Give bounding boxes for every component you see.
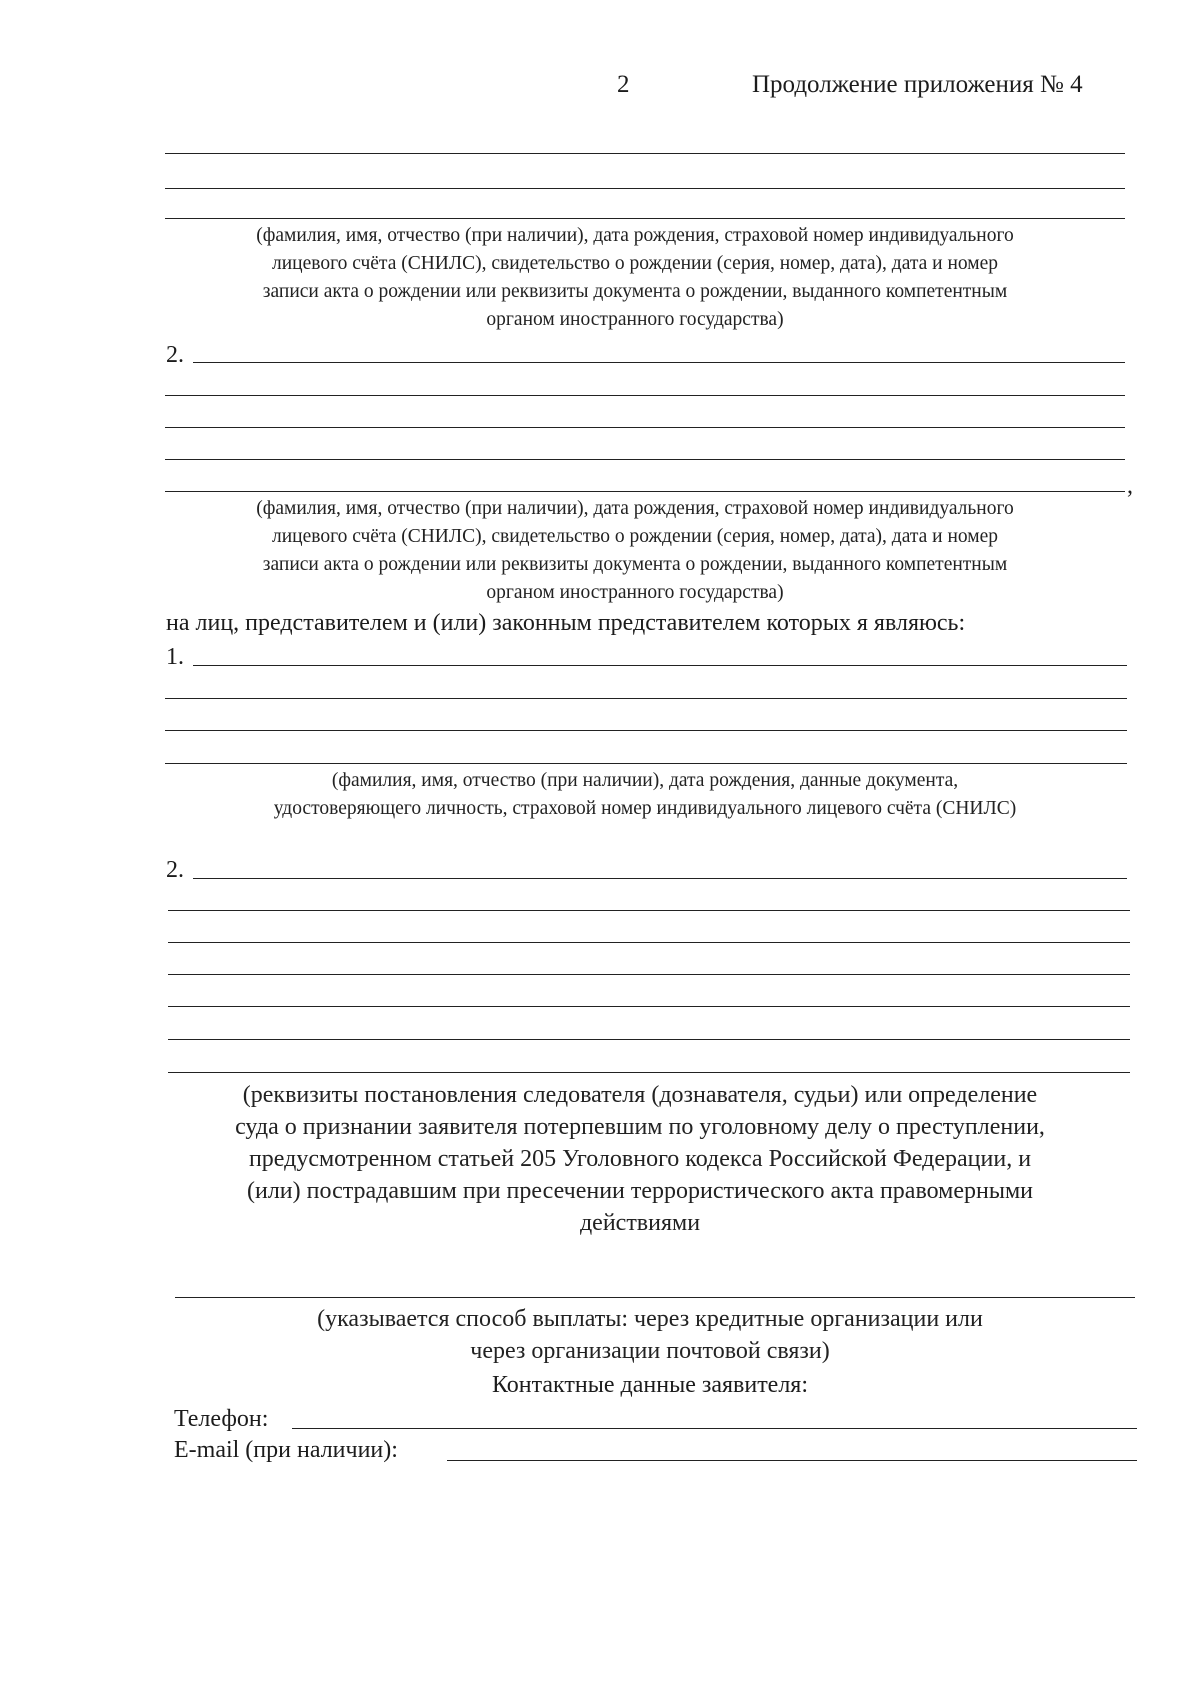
persons-item-1-input-line[interactable]: [193, 665, 1127, 666]
item-2-input-line[interactable]: [193, 362, 1125, 363]
caption-line: через организации почтовой связи): [470, 1338, 830, 1364]
page-number: 2: [617, 71, 630, 98]
caption-line: записи акта о рождении или реквизиты документа о рождении, выданного компетентным: [262, 281, 1008, 302]
decree-caption: [150, 1079, 1130, 1239]
caption-line: удостоверяющего личность, страховой номер индивидуального лицевого счёта (СНИЛС): [273, 798, 1017, 819]
blank-line[interactable]: [165, 491, 1125, 492]
persons-caption: [160, 767, 1130, 823]
phone-field[interactable]: [292, 1428, 1137, 1429]
caption-line: (фамилия, имя, отчество (при наличии), дата рождения, страховой номер индивидуального: [256, 225, 1014, 246]
blank-line[interactable]: [165, 395, 1125, 396]
payment-method-line[interactable]: [175, 1297, 1135, 1298]
blank-line[interactable]: [165, 763, 1127, 764]
caption-line: предусмотренном статьей 205 Уголовного кодекса Российской Федерации, и: [248, 1146, 1032, 1172]
persons-intro: на лиц, представителем и (или) законным представителем которых я являюсь:: [166, 610, 966, 636]
email-field[interactable]: [447, 1460, 1137, 1461]
trailing-comma: ,: [1127, 473, 1133, 499]
child-caption: [150, 495, 1120, 607]
caption-line: действиями: [579, 1210, 701, 1236]
child-caption: [150, 222, 1120, 334]
caption-line: суда о признании заявителя потерпевшим по уголовному делу о преступлении,: [235, 1114, 1045, 1140]
item-2-label: 2.: [166, 342, 184, 368]
caption-line: (указывается способ выплаты: через кредитные организации или: [317, 1306, 983, 1332]
blank-line[interactable]: [165, 188, 1125, 189]
persons-item-2-input-line[interactable]: [193, 878, 1127, 879]
blank-line[interactable]: [165, 730, 1127, 731]
blank-line[interactable]: [168, 1072, 1130, 1073]
blank-line[interactable]: [168, 1006, 1130, 1007]
blank-line[interactable]: [165, 698, 1127, 699]
caption-line: (реквизиты постановления следователя (дознавателя, судьи) или определение: [242, 1082, 1038, 1108]
continuation-heading: Продолжение приложения № 4: [752, 71, 1083, 98]
caption-line: (фамилия, имя, отчество (при наличии), дата рождения, страховой номер индивидуального: [256, 498, 1014, 519]
blank-line[interactable]: [168, 974, 1130, 975]
blank-line[interactable]: [165, 427, 1125, 428]
caption-line: записи акта о рождении или реквизиты документа о рождении, выданного компетентным: [262, 554, 1008, 575]
persons-item-1-label: 1.: [166, 644, 184, 670]
blank-line[interactable]: [168, 1039, 1130, 1040]
caption-line: органом иностранного государства): [486, 309, 784, 330]
blank-line[interactable]: [165, 153, 1125, 154]
caption-line: (фамилия, имя, отчество (при наличии), дата рождения, данные документа,: [331, 770, 959, 791]
contacts-title: Контактные данные заявителя:: [491, 1372, 809, 1398]
payment-caption: [160, 1303, 1140, 1367]
persons-item-2-label: 2.: [166, 857, 184, 883]
caption-line: (или) пострадавшим при пресечении террористического акта правомерными: [246, 1178, 1034, 1204]
blank-line[interactable]: [165, 218, 1125, 219]
email-label: E-mail (при наличии):: [174, 1437, 398, 1463]
blank-line[interactable]: [165, 459, 1125, 460]
blank-line[interactable]: [168, 910, 1130, 911]
caption-line: лицевого счёта (СНИЛС), свидетельство о рождении (серия, номер, дата), дата и номер: [271, 253, 998, 274]
blank-line[interactable]: [168, 942, 1130, 943]
caption-line: органом иностранного государства): [486, 582, 784, 603]
caption-line: лицевого счёта (СНИЛС), свидетельство о рождении (серия, номер, дата), дата и номер: [271, 526, 998, 547]
phone-label: Телефон:: [174, 1406, 269, 1432]
